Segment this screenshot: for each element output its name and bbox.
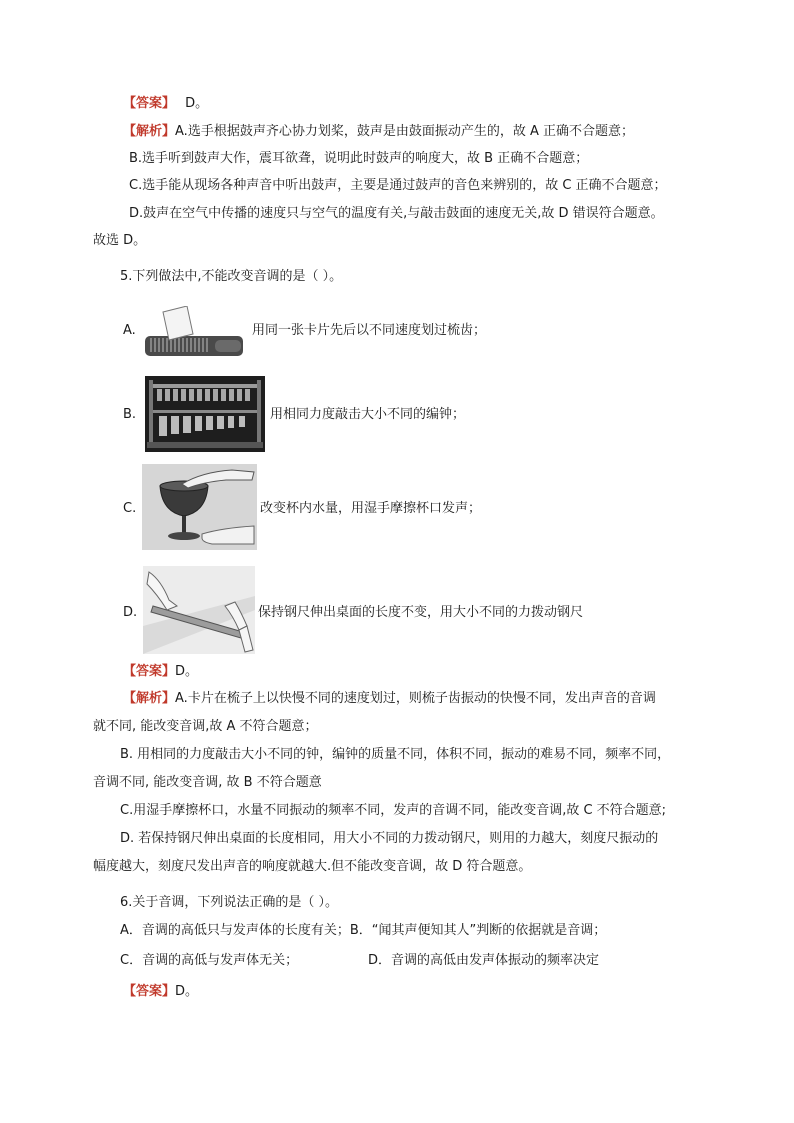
analysis-line-c: C.选手能从现场各种声音中听出鼓声，主要是通过鼓声的音色来辨别的，故 C 正确不合题意； (129, 178, 667, 193)
q5-analysis-b2: 音调不同, 能改变音调, 故 B 不符合题意 (93, 775, 322, 790)
analysis-tag: 【解析】 (123, 124, 176, 139)
analysis-line-b: B.选手听到鼓声大作，震耳欲聋，说明此时鼓声的响度大，故 B 正确不合题意； (129, 151, 589, 166)
q5-analysis-a1 (123, 690, 656, 708)
q5-option-b-text: 用相同力度敲击大小不同的编钟； (270, 407, 466, 422)
analysis-line-a (123, 123, 634, 141)
comb-card-image (145, 306, 245, 358)
q6-answer-tag: 【答案】 (123, 984, 176, 999)
q6-answer-value: D。 (175, 984, 199, 999)
q6-answer (123, 983, 198, 1001)
q5-answer-value: D。 (175, 664, 199, 679)
q5-option-d-label: D. (123, 605, 138, 620)
q5-option-a-text: 用同一张卡片先后以不同速度划过梳齿； (252, 323, 487, 338)
q6-option-c: C．音调的高低与发声体无关； (120, 953, 299, 968)
q5-analysis-b1: B. 用相同的力度敲击大小不同的钟，编钟的质量不同，体积不同，振动的难易不同，频率不同， (120, 747, 671, 762)
q6-option-d: D．音调的高低由发声体振动的频率决定 (368, 953, 600, 968)
ruler-table-image (143, 566, 255, 654)
q5-analysis-a1-text: A.卡片在梳子上以快慢不同的速度划过，则梳子齿振动的快慢不同，发出声音的音调 (175, 691, 656, 706)
analysis-line-d: D.鼓声在空气中传播的速度只与空气的温度有关,与敲击鼓面的速度无关,故 D 错误符合题意。 (129, 206, 664, 221)
q5-answer-tag: 【答案】 (123, 664, 176, 679)
q5-analysis-d2: 幅度越大，刻度尺发出声音的响度就越大.但不能改变音调，故 D 符合题意。 (93, 859, 532, 874)
analysis-a-text: A.选手根据鼓声齐心协力划桨，鼓声是由鼓面振动产生的，故 A 正确不合题意； (175, 124, 634, 139)
analysis-conclusion: 故选 D。 (93, 233, 147, 248)
q5-analysis-tag: 【解析】 (123, 691, 176, 706)
q5-analysis-a2: 就不同, 能改变音调,故 A 不符合题意； (93, 719, 318, 734)
q5-stem: 5.下列做法中,不能改变音调的是（ ）。 (120, 269, 343, 284)
q5-option-c-text: 改变杯内水量，用湿手摩擦杯口发声； (260, 501, 482, 516)
q6-options-row-1: A．音调的高低只与发声体的长度有关；B．“闻其声便知其人”判断的依据就是音调； (120, 923, 607, 938)
q5-analysis-d1: D. 若保持钢尺伸出桌面的长度相同，用大小不同的力拨动钢尺，则用的力越大，刻度尺振动的 (120, 831, 659, 846)
q5-option-d-text: 保持钢尺伸出桌面的长度不变，用大小不同的力拨动钢尺 (258, 605, 584, 620)
q5-analysis-c1: C.用湿手摩擦杯口，水量不同振动的频率不同，发声的音调不同，能改变音调,故 C 不符合题意; (120, 803, 667, 818)
q5-option-b-label: B. (123, 407, 137, 422)
answer-tag: 【答案】 (123, 96, 176, 111)
q5-option-a-label: A. (123, 323, 136, 338)
wine-glass-image (142, 464, 257, 550)
q5-option-c-label: C. (123, 501, 137, 516)
q6-stem: 6.关于音调，下列说法正确的是（ ）。 (120, 895, 339, 910)
chime-bells-image (145, 376, 265, 452)
answer-value: D。 (185, 96, 209, 111)
answer-line-1 (123, 95, 208, 113)
q5-answer (123, 663, 198, 681)
